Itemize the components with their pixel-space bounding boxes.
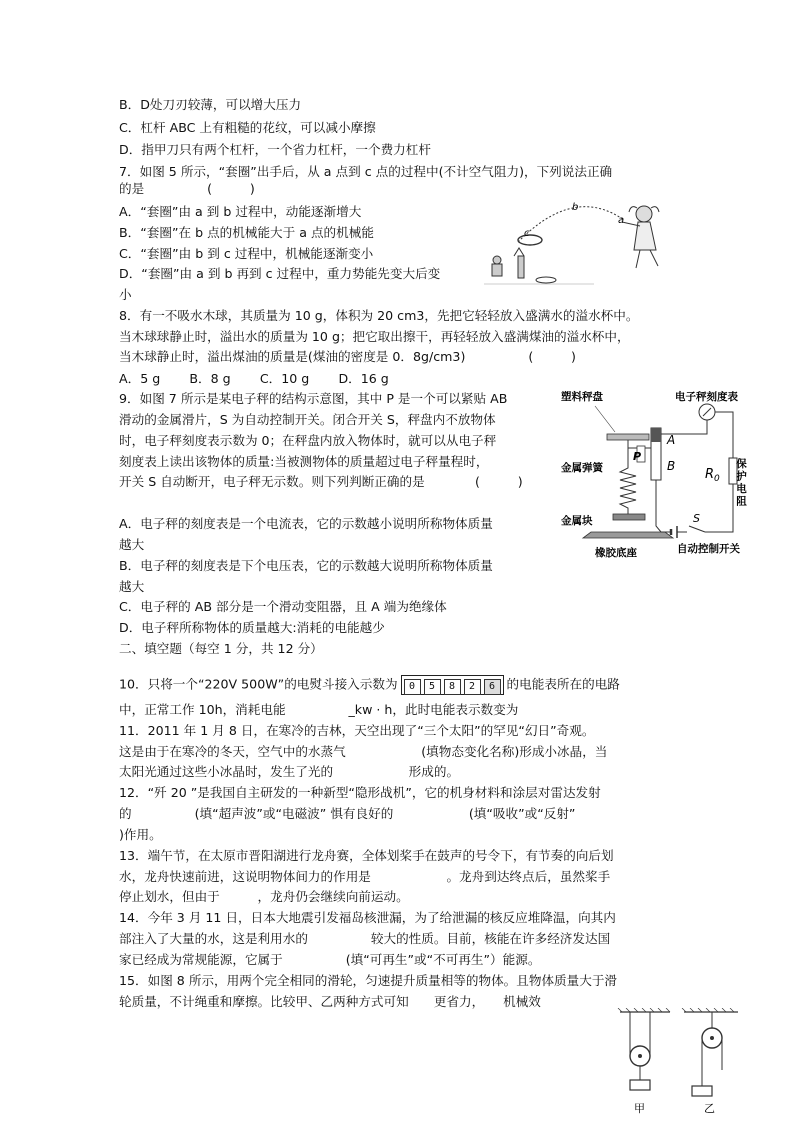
q15-stem-cont1: 轮质量，不计绳重和摩擦。比较甲、乙两种方式可知 更省力， 机械效 <box>119 994 541 1009</box>
q7-option-d-cont: 小 <box>119 287 132 302</box>
q6-option-b: B．D处刀刃较薄，可以增大压力 <box>119 97 302 112</box>
q8-stem: 8．有一不吸水木球，其质量为 10 g，体积为 20 cm3，先把它轻轻放入盛满水的溢水杯中。 <box>119 308 639 323</box>
energy-meter-display <box>401 675 504 695</box>
meter-label: 电子秤刻度表 <box>675 391 738 403</box>
q9-stem-cont2: 时，电子秤刻度表示数为 0；在秤盘内放入物体时，就可以从电子秤 <box>119 433 497 448</box>
q7-stem: 7．如图 5 所示，“套圈”出手后，从 a 点到 c 点的过程中(不计空气阻力)，下列说法正确 <box>119 164 613 179</box>
rubber-base-icon <box>583 532 673 538</box>
switch-s-label: S <box>693 512 700 525</box>
q13-stem-cont2: 停止划水，但由于 ，龙舟仍会继续向前运动。 <box>119 889 409 904</box>
meter-digit: 2 <box>464 679 481 695</box>
q9-stem: 9．如图 7 所示是某电子秤的结构示意图，其中 P 是一个可以紧贴 AB <box>119 391 508 406</box>
q7-option-b: B．“套圈”在 b 点的机械能大于 a 点的机械能 <box>119 225 374 240</box>
label-jia: 甲 <box>634 1102 645 1115</box>
q13-stem: 13．端午节，在太原市晋阳湖进行龙舟赛，全体划桨手在鼓声的号令下，有节奏的向后划 <box>119 848 614 863</box>
toy-targets-icon <box>492 248 556 283</box>
q8-options: A．5 g B．8 g C．10 g D．16 g <box>119 371 389 386</box>
fixed-pulley-icon <box>692 1012 722 1096</box>
q10-text-b: 的电能表所在的电路 <box>506 676 620 692</box>
q9-option-c: C．电子秤的 AB 部分是一个滑动变阻器，且 A 端为绝缘体 <box>119 599 447 614</box>
q6-option-c: C．杠杆 ABC 上有粗糙的花纹，可以减小摩擦 <box>119 120 376 135</box>
q9-stem-cont1: 滑动的金属滑片，S 为自动控制开关。闭合开关 S，秤盘内不放物体 <box>119 412 496 427</box>
figure-electronic-scale <box>555 386 775 562</box>
slider-p-label: P <box>633 450 642 463</box>
q9-option-b: B．电子秤的刻度表是下个电压表，它的示数越大说明所称物体质量 <box>119 558 493 573</box>
q11-stem: 11．2011 年 1 月 8 日，在寒冷的吉林，天空出现了“三个太阳”的罕见“幻日”奇观。 <box>119 723 595 738</box>
q10-stem-cont: 中，正常工作 10h，消耗电能 _kw · h，此时电能表示数变为 <box>119 702 519 717</box>
q8-stem-cont2: 当木球静止时，溢出煤油的质量是(煤油的密度是 0．8g/cm3) ( ) <box>119 349 576 364</box>
scale-pan-label: 塑料秤盘 <box>561 391 603 403</box>
base-label: 橡胶底座 <box>595 547 637 559</box>
q7-option-d: D．“套圈”由 a 到 b 再到 c 过程中，重力势能先变大后变 <box>119 266 441 281</box>
q6-option-d: D．指甲刀只有两个杠杆，一个省力杠杆，一个费力杠杆 <box>119 142 431 157</box>
point-c-label: c <box>524 228 530 239</box>
q12-stem-cont1: 的 (填“超声波”或“电磁波” 惧有良好的 (填“吸收”或“反射” <box>119 806 576 821</box>
section-fill-in-title: 二、填空题（每空 1 分，共 12 分） <box>119 641 323 656</box>
q9-option-d: D．电子秤所称物体的质量越大:消耗的电能越少 <box>119 620 385 635</box>
q14-stem-cont2: 家已经成为常规能源，它属于 (填“可再生”或“不可再生”）能源。 <box>119 952 541 967</box>
q10-text-a: 10．只将一个“220V 500W”的电熨斗接入示数为 <box>119 676 398 692</box>
q9-option-a-cont: 越大 <box>119 537 145 552</box>
q7-option-c: C．“套圈”由 b 到 c 过程中，机械能逐渐变小 <box>119 246 374 261</box>
point-b-label: b <box>572 202 579 213</box>
end-a-label: A <box>667 433 676 447</box>
q7-option-a: A．“套圈”由 a 到 b 过程中，动能逐渐增大 <box>119 204 362 219</box>
spring-label: 金属弹簧 <box>561 462 603 474</box>
girl-thrower-icon <box>622 206 659 268</box>
end-b-label: B <box>667 459 676 473</box>
q14-stem: 14．今年 3 月 11 日，日本大地震引发福岛核泄漏，为了给泄漏的核反应堆降温，向其内 <box>119 910 616 925</box>
q8-stem-cont1: 当木球球静止时，溢出水的质量为 10 g；把它取出擦干，再轻轻放入盛满煤油的溢水杯中， <box>119 329 630 344</box>
movable-pulley-icon <box>630 1012 650 1090</box>
meter-digit: 8 <box>444 679 461 695</box>
figure-ring-toss <box>484 190 672 292</box>
q11-stem-cont1: 这是由于在寒冷的冬天，空气中的水蒸气 (填物态变化名称)形成小冰晶，当 <box>119 744 608 759</box>
q9-option-b-cont: 越大 <box>119 579 145 594</box>
switch-label: 自动控制开关 <box>677 543 740 555</box>
q13-stem-cont1: 水，龙舟快速前进，这说明物体间力的作用是 。龙舟到达终点后，虽然桨手 <box>119 869 611 884</box>
ring-icon <box>518 235 542 245</box>
label-yi: 乙 <box>704 1102 715 1115</box>
meter-digit: 5 <box>424 679 441 695</box>
resistor-label: 保护电阻 <box>735 458 747 508</box>
q9-option-a: A．电子秤的刻度表是一个电流表，它的示数越小说明所称物体质量 <box>119 516 493 531</box>
q12-stem: 12．“歼 20 ”是我国自主研发的一种新型“隐形战机”，它的机身材料和涂层对雷达发射 <box>119 785 601 800</box>
q15-stem: 15．如图 8 所示，用两个完全相同的滑轮，匀速提升质量相等的物体。且物体质量大于滑 <box>119 973 618 988</box>
q12-stem-cont2: )作用。 <box>119 827 162 842</box>
figure-pulleys <box>612 1008 744 1120</box>
r0-label: $R_0$ <box>705 467 720 484</box>
q9-stem-cont4: 开关 S 自动断开，电子秤无示数。则下列判断正确的是 ( ) <box>119 474 523 489</box>
switch-s-icon <box>689 526 705 532</box>
meter-digit: 0 <box>404 679 421 695</box>
meter-digit-decimal: 6 <box>484 679 501 695</box>
point-a-label: a <box>618 215 625 226</box>
q14-stem-cont1: 部注入了大量的水，这是利用水的 较大的性质。目前，核能在许多经济发达国 <box>119 931 611 946</box>
block-label: 金属块 <box>561 515 593 527</box>
q7-stem-cont: 的是 ( ) <box>119 181 255 196</box>
q10-stem <box>119 675 620 695</box>
q9-stem-cont3: 刻度表上读出该物体的质量:当被测物体的质量超过电子秤量程时， <box>119 454 489 469</box>
q11-stem-cont2: 太阳光通过这些小冰晶时，发生了光的 形成的。 <box>119 764 460 779</box>
